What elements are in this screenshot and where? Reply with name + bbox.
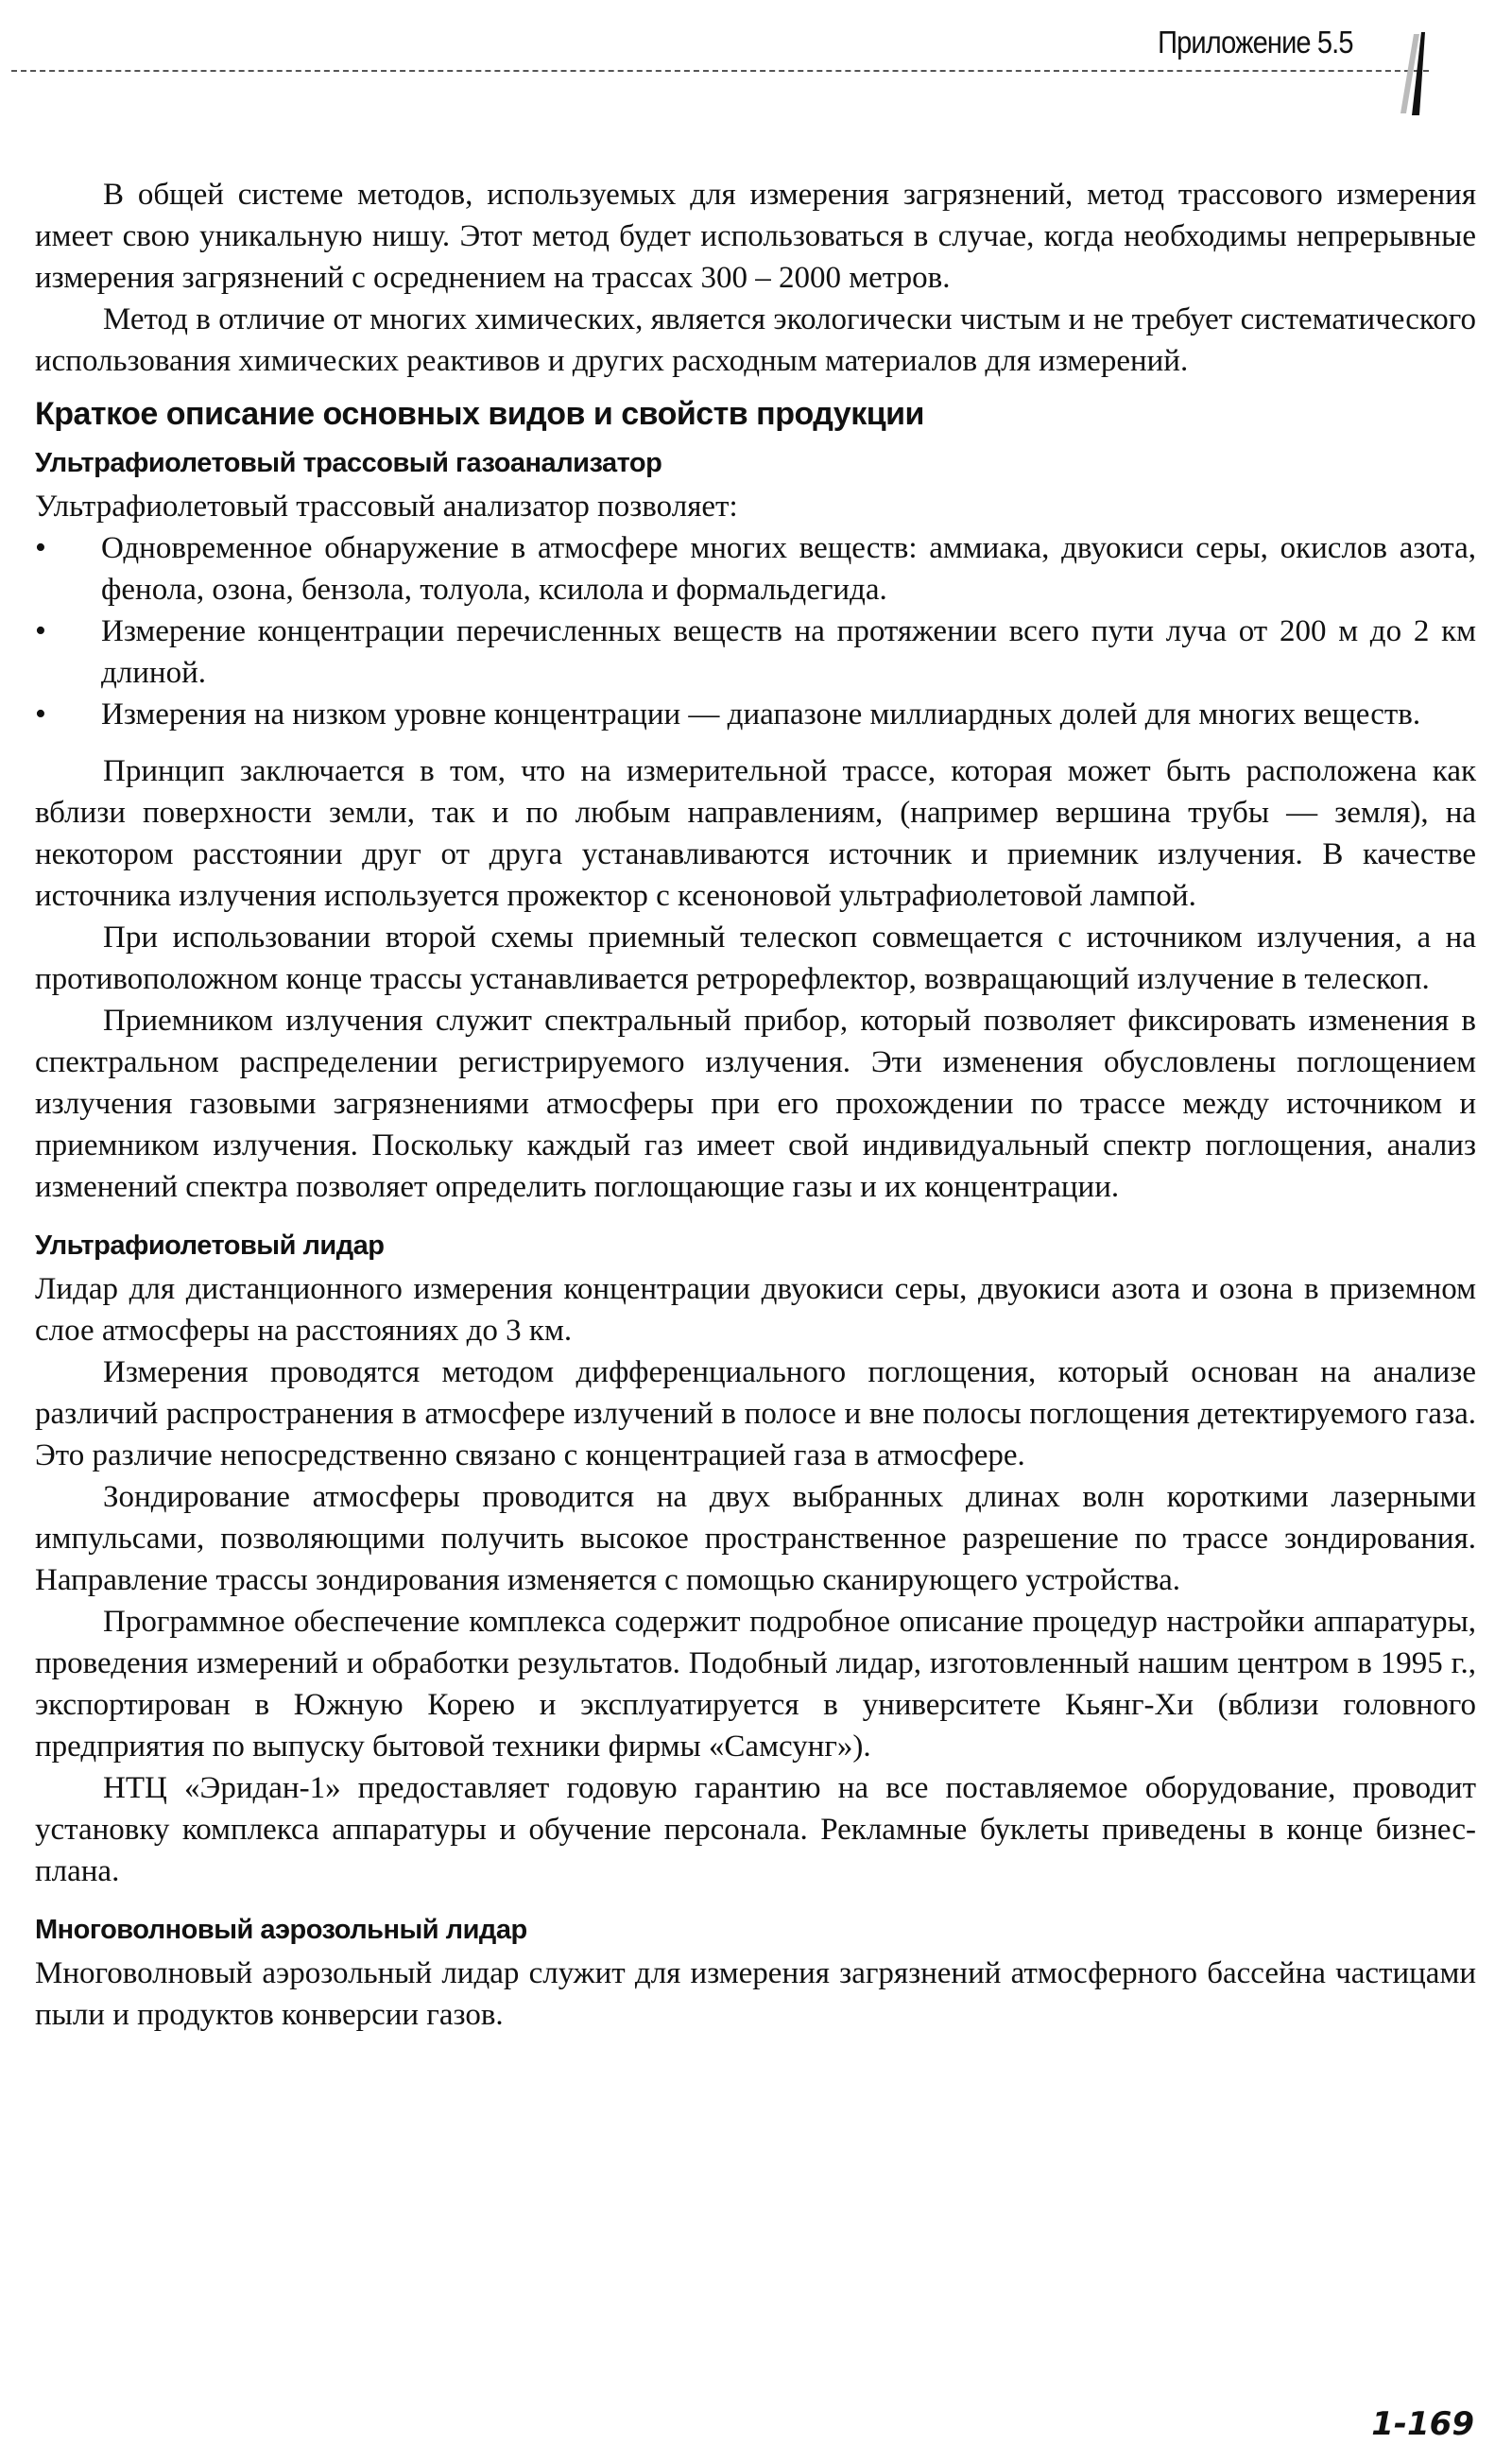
- body-paragraph: Приемником излучения служит спектральный прибор, который позволяет фиксировать изменения в спектральном распределении регистрируемого излучения. Эти изменения обусловлены поглощением излучения газовыми загрязнениями атмосферы при его прохождении по трассе между источником и приемником излучения. Поскольку каждый газ имеет свой индивидуальный спектр поглощения, анализ изменений спектра позволяет определить поглощающие газы и их концентрации.: [35, 1004, 1476, 1204]
- list-item: • Измерения на низком уровне концентрации — диапазоне миллиардных долей для многих веществ.: [35, 694, 1476, 735]
- uv-gas-analyzer-lead: Ультрафиолетовый трассовый анализатор позволяет:: [35, 490, 738, 524]
- subheading-uv-lidar: Ультрафиолетовый лидар: [35, 1230, 385, 1261]
- page-number: 1-169: [1371, 2405, 1474, 2443]
- multiwave-lidar-lead: Многоволновый аэрозольный лидар служит для измерения загрязнений атмосферного бассейна частицами пыли и продуктов конверсии газов.: [35, 1956, 1476, 2032]
- list-item: • Одновременное обнаружение в атмосфере многих веществ: аммиака, двуокиси серы, окислов азота, фенола, озона, бензола, толуола, ксилола и формальдегида.: [35, 527, 1476, 611]
- body-paragraph: Программное обеспечение комплекса содержит подробное описание процедур настройки аппаратуры, проведения измерений и обработки результатов. Подобный лидар, изготовленный нашим центром в 1995 г., экспортирован в Южную Корею и эксплуатируется в университете Кьянг-Хи (вблизи головного предприятия по выпуску бытовой техники фирмы «Самсунг»).: [35, 1605, 1476, 1764]
- body-paragraph: НТЦ «Эридан-1» предоставляет годовую гарантию на все поставляемое оборудование, проводит установку комплекса аппаратуры и обучение персонала. Рекламные буклеты приведены в конце бизнес-плана.: [35, 1771, 1476, 1888]
- list-item: • Измерение концентрации перечисленных веществ на протяжении всего пути луча от 200 м до 2 км длиной.: [35, 611, 1476, 694]
- section-heading: Краткое описание основных видов и свойств продукции: [35, 396, 924, 432]
- decorative-slash-icon: [1399, 28, 1425, 119]
- body-paragraph: Принцип заключается в том, что на измерительной трассе, которая может быть расположена как вблизи поверхности земли, так и по любым направлениям, (например вершина трубы — земля), на некотором расстоянии друг от друга устанавливаются источник и приемник излучения. В качестве источника излучения используется прожектор с ксеноновой ультрафиолетовой лампой.: [35, 754, 1476, 913]
- body-paragraph: При использовании второй схемы приемный телескоп совмещается с источником излучения, а на противоположном конце трассы устанавливается ретрорефлектор, возвращающий излучение в телескоп.: [35, 921, 1476, 996]
- subheading-multiwave-lidar: Многоволновый аэрозольный лидар: [35, 1915, 527, 1945]
- subheading-uv-gas-analyzer: Ультрафиолетовый трассовый газоанализатор: [35, 448, 662, 478]
- feature-list: [35, 527, 1476, 735]
- running-head: Приложение 5.5: [1158, 25, 1353, 60]
- intro-paragraph-1: В общей системе методов, используемых для измерения загрязнений, метод трассового измерения имеет свою уникальную нишу. Этот метод будет использоваться в случае, когда необходимы непрерывные измерения загрязнений с осреднением на трассах 300 – 2000 метров.: [35, 178, 1476, 295]
- header-rule: [11, 70, 1429, 72]
- uv-lidar-lead: Лидар для дистанционного измерения концентрации двуокиси серы, двуокиси азота и озона в приземном слое атмосферы на расстояниях до 3 км.: [35, 1272, 1476, 1348]
- intro-paragraph-2: Метод в отличие от многих химических, является экологически чистым и не требует систематического использования химических реактивов и других расходным материалов для измерений.: [35, 302, 1476, 378]
- page-body: [35, 174, 1476, 2036]
- body-paragraph: Зондирование атмосферы проводится на двух выбранных длинах волн короткими лазерными импульсами, позволяющими получить высокое пространственное разрешение по трассе зондирования. Направление трассы зондирования изменяется с помощью сканирующего устройства.: [35, 1480, 1476, 1597]
- body-paragraph: Измерения проводятся методом дифференциального поглощения, который основан на анализе различий распространения в атмосфере излучений в полосе и вне полосы поглощения детектируемого газа. Это различие непосредственно связано с концентрацией газа в атмосфере.: [35, 1355, 1476, 1472]
- page-header: [0, 0, 1512, 123]
